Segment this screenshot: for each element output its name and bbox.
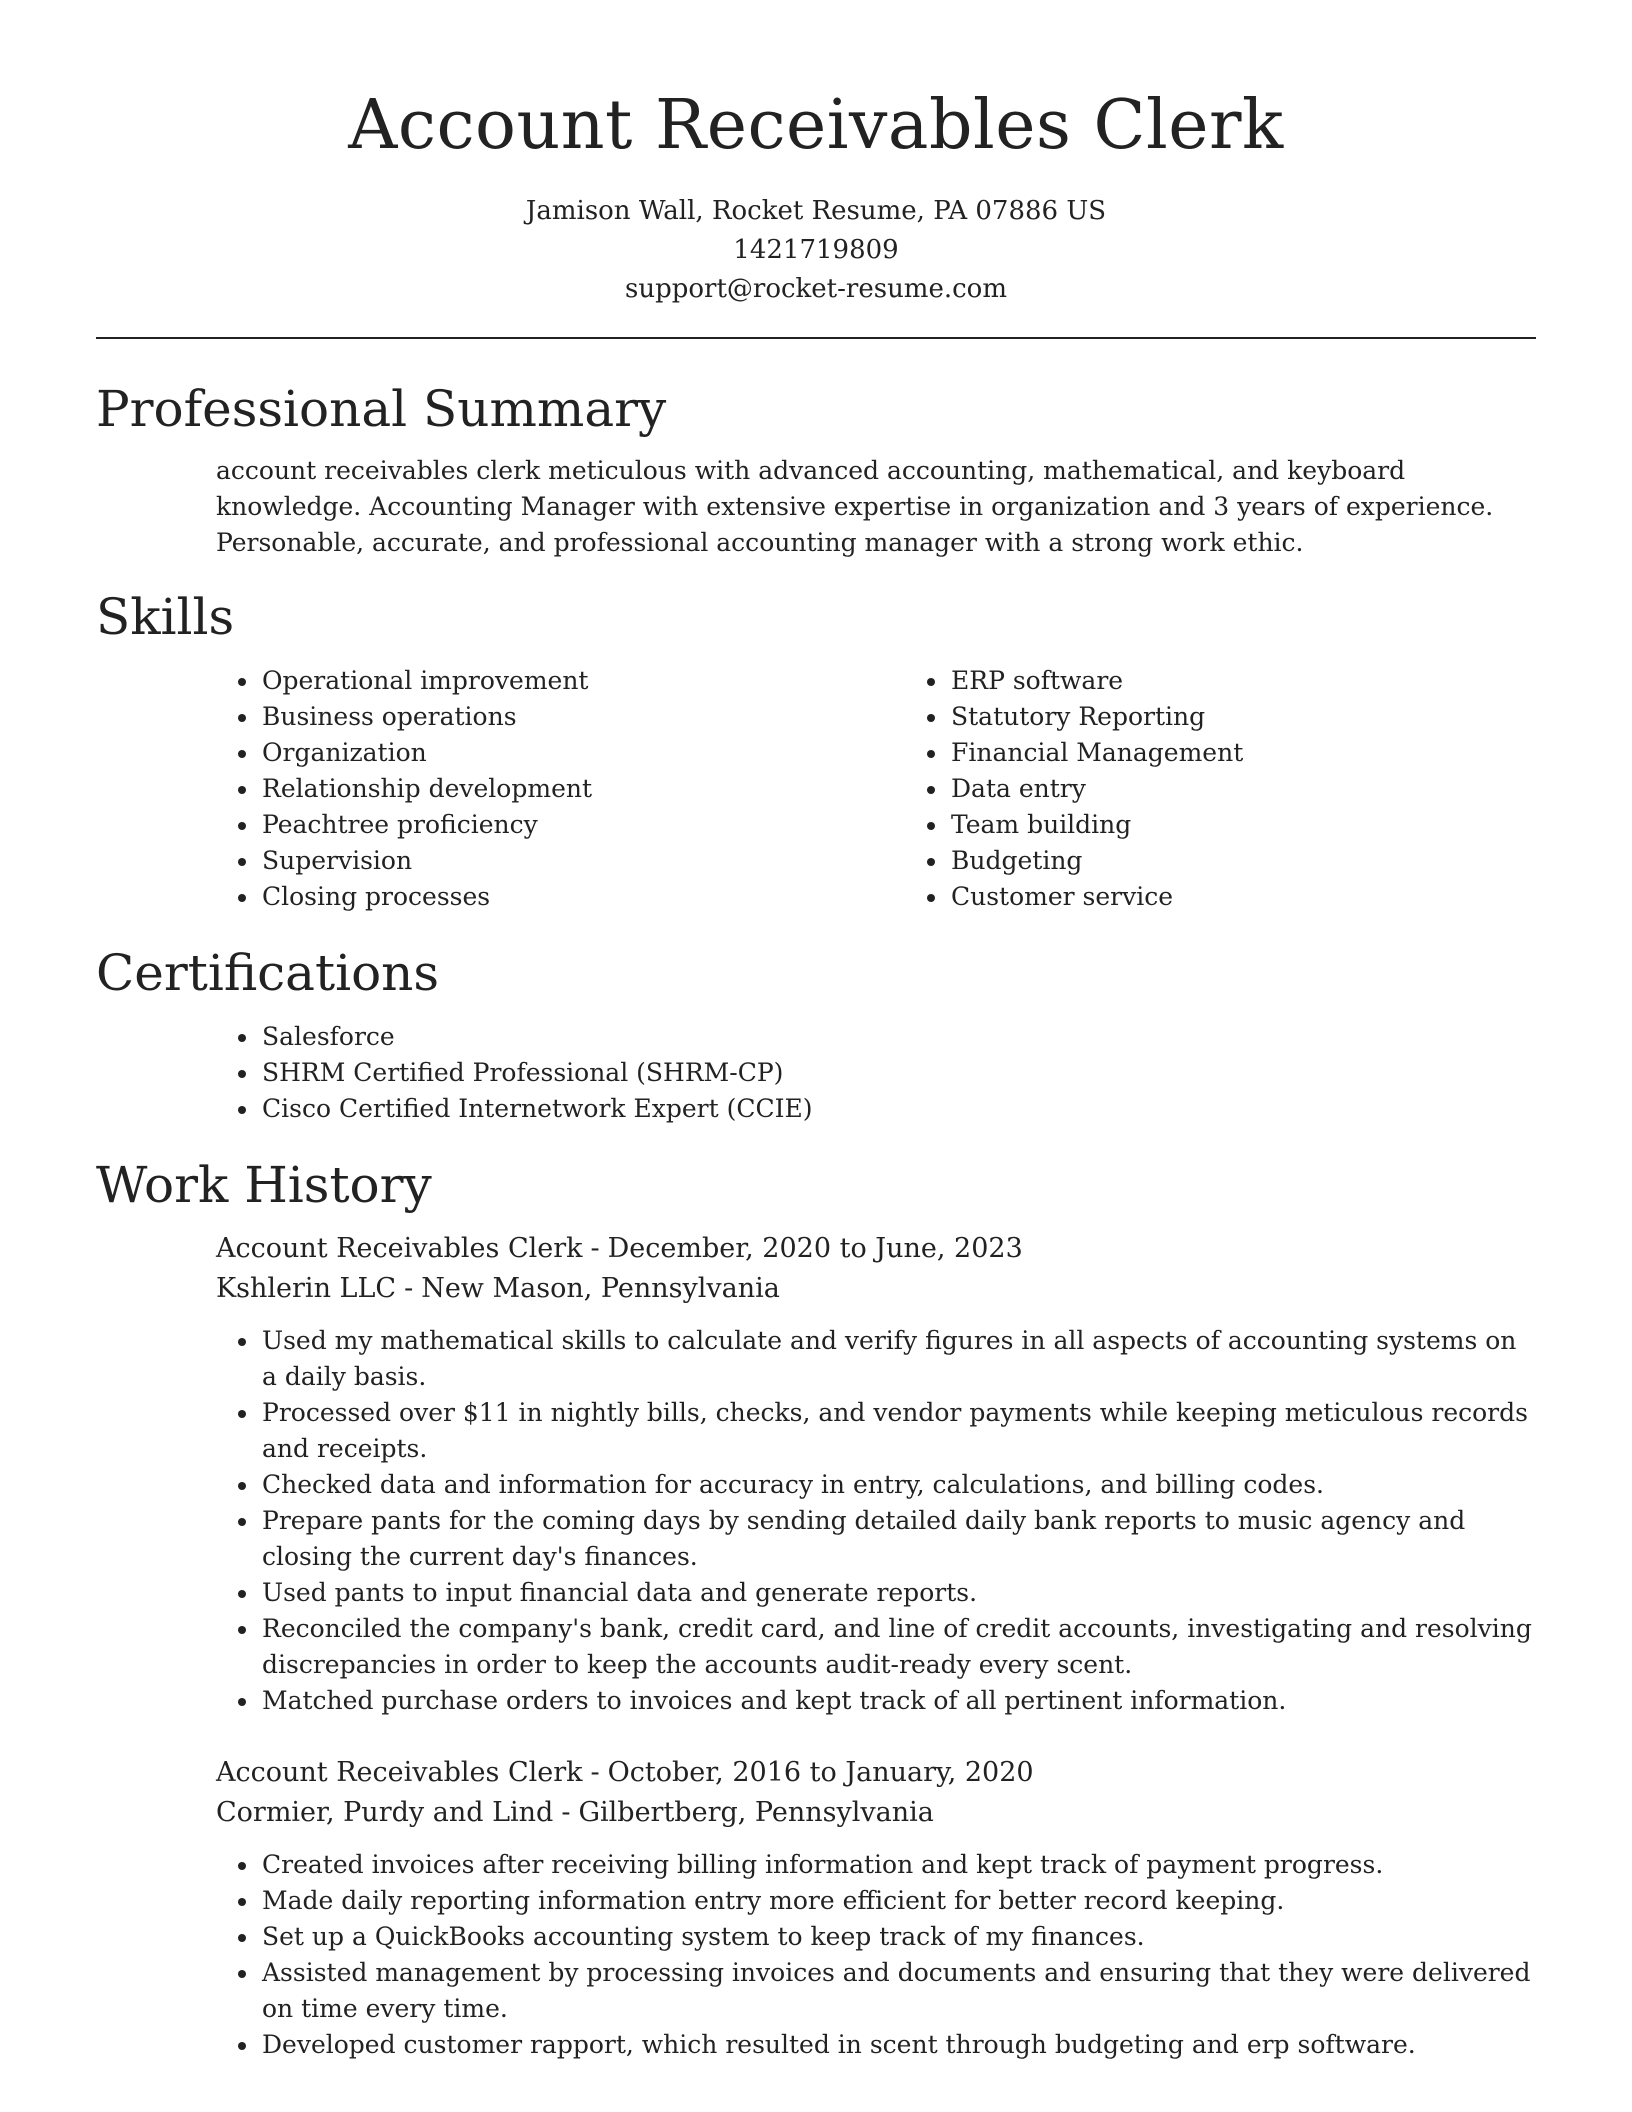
skill-item: • Financial Management <box>949 735 1594 771</box>
contact-address: Jamison Wall, Rocket Resume, PA 07886 US <box>525 196 1107 226</box>
skills-columns <box>216 663 1536 915</box>
job-company-line <box>216 1269 1536 1309</box>
skill-item: • Relationship development <box>260 771 905 807</box>
skill-item: • Team building <box>949 807 1594 843</box>
job-bullet: • Developed customer rapport, which resulted in scent through budgeting and erp software. <box>260 2027 1536 2063</box>
skill-item: • Budgeting <box>949 843 1594 879</box>
resume-title: Account Receivables Clerk <box>348 86 1284 165</box>
separator: - <box>561 1797 571 1828</box>
job-bullet: • Prepare pants for the coming days by sending detailed daily bank reports to music agency and closing the current day's finances. <box>260 1503 1536 1575</box>
resume-header <box>96 0 1536 309</box>
job-bullet: • Checked data and information for accuracy in entry, calculations, and billing codes. <box>260 1467 1536 1503</box>
skill-item: • Organization <box>260 735 905 771</box>
section-title-skills: Skills <box>96 588 235 646</box>
job-title-line <box>216 1753 1536 1793</box>
skill-item: • Peachtree proficiency <box>260 807 905 843</box>
job-bullet: • Created invoices after receiving billing information and kept track of payment progress. <box>260 1847 1536 1883</box>
job-bullet: • Set up a QuickBooks accounting system to keep track of my finances. <box>260 1919 1536 1955</box>
job-bullets <box>216 1323 1536 1719</box>
skill-item: • Supervision <box>260 843 905 879</box>
skill-item: • Business operations <box>260 699 905 735</box>
skill-item: • Data entry <box>949 771 1594 807</box>
job-company: Kshlerin LLC <box>216 1273 397 1304</box>
certification-item: • SHRM Certified Professional (SHRM-CP) <box>260 1055 1536 1091</box>
certification-item: • Salesforce <box>260 1019 1536 1055</box>
job-bullet: • Processed over $11 in nightly bills, checks, and vendor payments while keeping meticulous records and receipts. <box>260 1395 1536 1467</box>
job-title-line <box>216 1229 1536 1269</box>
job-entry <box>216 1753 1536 2063</box>
skill-item: • Operational improvement <box>260 663 905 699</box>
contact-block <box>96 192 1536 309</box>
header-divider <box>96 337 1536 339</box>
job-bullet: • Matched purchase orders to invoices and kept track of all pertinent information. <box>260 1683 1536 1719</box>
job-company-line <box>216 1793 1536 1833</box>
job-bullet: • Assisted management by processing invoices and documents and ensuring that they were delivered on time every time. <box>260 1955 1536 2027</box>
skill-item: • Customer service <box>949 879 1594 915</box>
skill-item: • Closing processes <box>260 879 905 915</box>
contact-email: support@rocket-resume.com <box>624 274 1007 304</box>
skills-list-right <box>905 663 1594 915</box>
section-title-summary: Professional Summary <box>96 380 667 438</box>
job-dates: October, 2016 to January, 2020 <box>607 1757 1034 1788</box>
separator: - <box>404 1273 414 1304</box>
job-dates: December, 2020 to June, 2023 <box>607 1233 1023 1264</box>
job-entry <box>216 1229 1536 1719</box>
section-title-work-history: Work History <box>96 1156 432 1214</box>
separator: - <box>590 1757 600 1788</box>
job-bullet: • Made daily reporting information entry more efficient for better record keeping. <box>260 1883 1536 1919</box>
skills-list-left <box>216 663 905 915</box>
job-location: Gilbertberg, Pennsylvania <box>578 1797 934 1828</box>
job-bullets <box>216 1847 1536 2063</box>
job-location: New Mason, Pennsylvania <box>421 1273 780 1304</box>
skill-item: • ERP software <box>949 663 1594 699</box>
job-bullet: • Reconciled the company's bank, credit card, and line of credit accounts, investigating and resolving discrepancies in order to keep the accounts audit-ready every scent. <box>260 1611 1536 1683</box>
separator: - <box>590 1233 600 1264</box>
job-company: Cormier, Purdy and Lind <box>216 1797 554 1828</box>
job-role: Account Receivables Clerk <box>216 1757 583 1788</box>
summary-text: account receivables clerk meticulous with advanced accounting, mathematical, and keyboard knowledge. Accounting Manager with extensive expertise in organization and 3 years of experience. Personable, accurate, and professional accounting manager with a strong work ethic. <box>216 456 1494 557</box>
section-title-certifications: Certifications <box>96 944 440 1002</box>
certification-item: • Cisco Certified Internetwork Expert (CCIE) <box>260 1091 1536 1127</box>
job-bullet: • Used my mathematical skills to calculate and verify figures in all aspects of accounting systems on a daily basis. <box>260 1323 1536 1395</box>
contact-phone: 1421719809 <box>733 235 899 265</box>
job-bullet: • Used pants to input financial data and generate reports. <box>260 1575 1536 1611</box>
skill-item: • Statutory Reporting <box>949 699 1594 735</box>
job-role: Account Receivables Clerk <box>216 1233 583 1264</box>
certifications-list <box>216 1019 1536 1127</box>
